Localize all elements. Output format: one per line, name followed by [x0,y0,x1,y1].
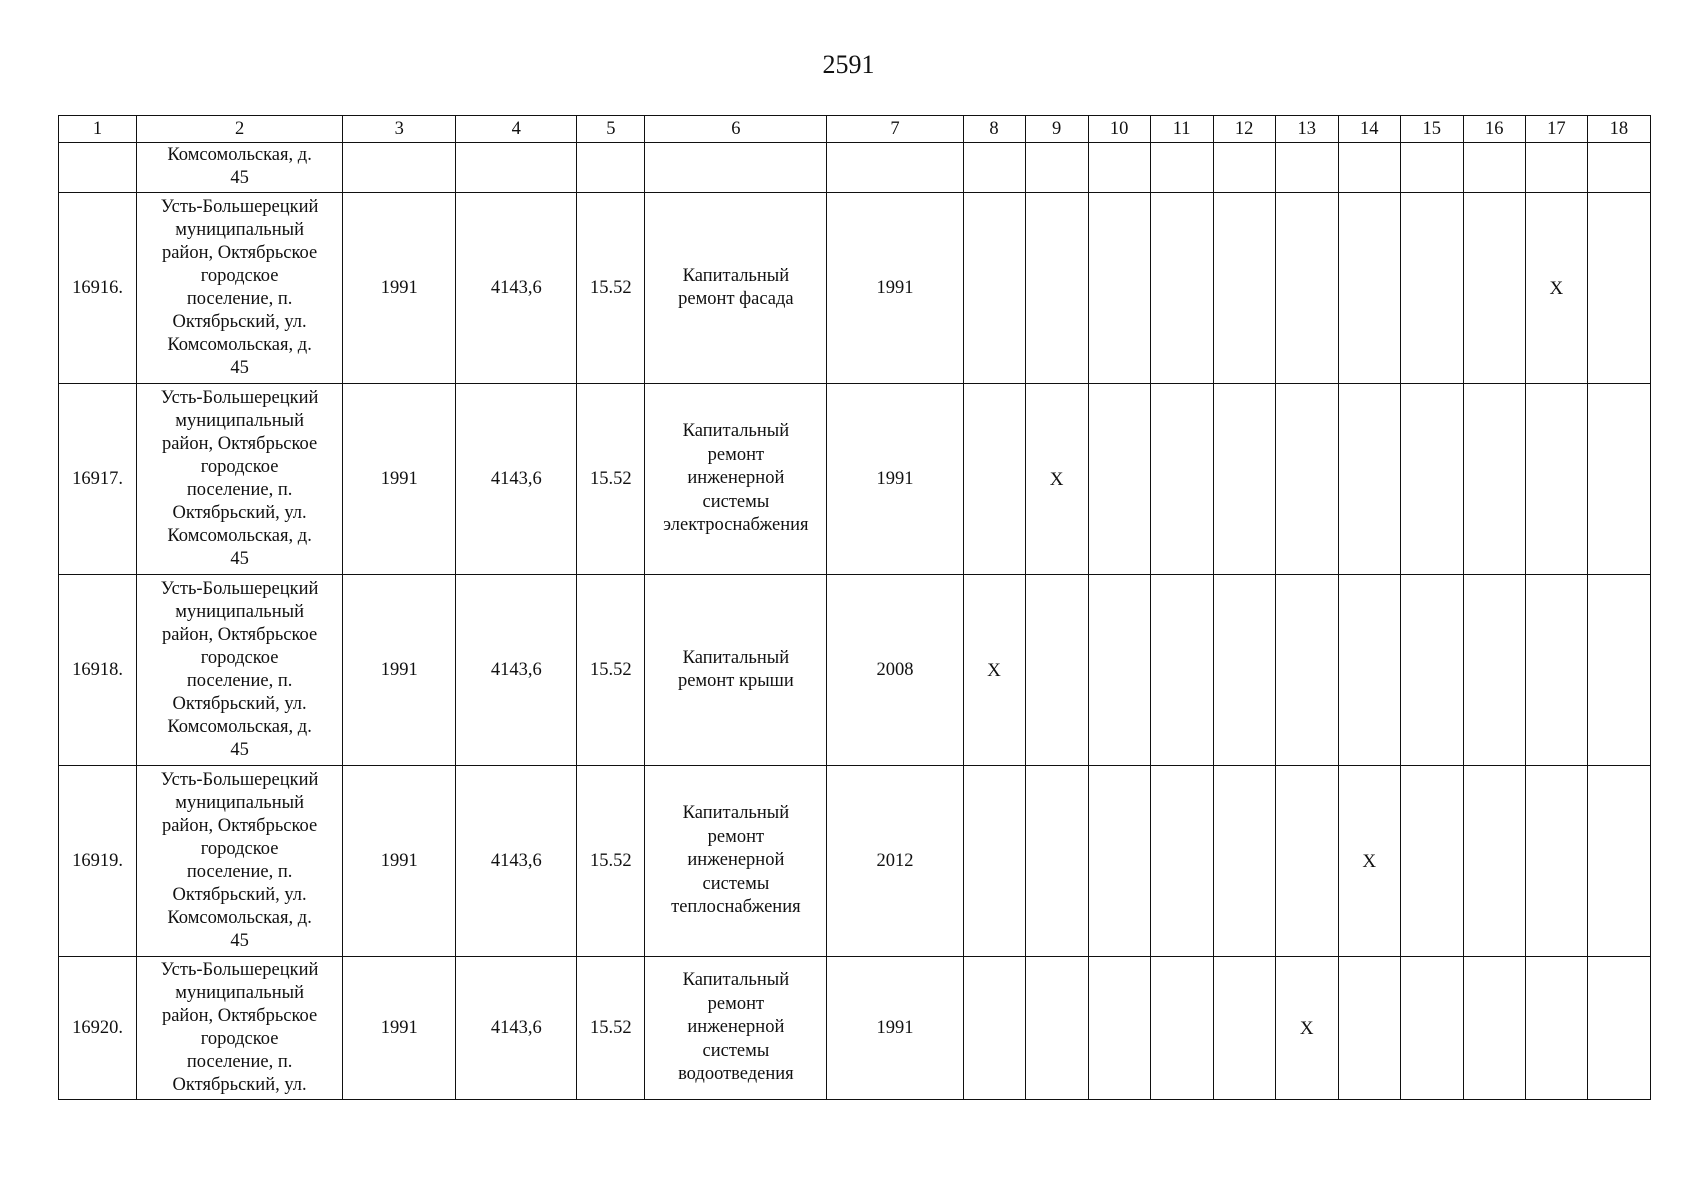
address-cell-line: Усть-Большерецкий [160,579,319,599]
work-type-cell-line: ремонт фасада [678,289,794,309]
address-cell-line: поселение, п. [186,289,293,309]
table-row [59,766,1651,957]
empty-cell [1525,766,1587,957]
empty-cell [1275,766,1338,957]
empty-cell [1400,193,1463,384]
empty-cell [1213,384,1275,575]
work-type-cell-line: инженерной [687,468,785,489]
empty-cell [456,143,577,193]
table-body [59,116,1651,1100]
empty-cell [1275,384,1338,575]
empty-cell [645,143,827,193]
code-cell: 15.52 [577,575,645,766]
table-row [59,957,1651,1100]
empty-cell [1150,575,1213,766]
column-header-1: 1 [59,116,137,143]
column-header-16: 16 [1463,116,1525,143]
address-cell-line: Комсомольская, д. [167,335,312,355]
address-cell [137,575,343,766]
address-cell [137,193,343,384]
column-header-3: 3 [343,116,456,143]
address-cell-line: Усть-Большерецкий [160,197,319,217]
table-row [59,193,1651,384]
build-year-cell: 1991 [343,766,456,957]
empty-cell [1213,193,1275,384]
mark-cell-col-8: X [963,575,1025,766]
repair-schedule-table [58,115,1651,1100]
column-header-8: 8 [963,116,1025,143]
address-cell-line: муниципальный [175,793,304,813]
column-header-17: 17 [1525,116,1587,143]
work-type-cell [645,575,827,766]
address-cell-line: Октябрьский, ул. [172,885,307,905]
empty-cell [1338,575,1400,766]
address-cell-line: поселение, п. [186,1052,293,1072]
repair-year-cell: 2008 [827,575,963,766]
address-cell-line: муниципальный [175,220,304,240]
repair-year-cell: 1991 [827,384,963,575]
empty-cell [1525,575,1587,766]
address-cell-line: район, Октябрьское [161,625,318,645]
empty-cell [1463,193,1525,384]
build-year-cell: 1991 [343,575,456,766]
empty-cell [1088,766,1150,957]
empty-cell [343,143,456,193]
table-row [59,575,1651,766]
address-cell-line: городское [200,457,279,477]
empty-cell [1587,957,1650,1100]
empty-cell [1150,766,1213,957]
area-cell: 4143,6 [456,384,577,575]
address-cell-line: Октябрьский, ул. [172,694,307,714]
address-cell-line: муниципальный [175,411,304,431]
empty-cell [1025,193,1088,384]
address-cell [137,957,343,1100]
empty-cell [1025,143,1088,193]
address-cell-line: район, Октябрьское [161,243,318,263]
work-type-cell-line: Капитальный [682,421,790,442]
column-header-4: 4 [456,116,577,143]
empty-cell [1587,766,1650,957]
work-type-cell-line: ремонт [707,993,765,1014]
column-header-9: 9 [1025,116,1088,143]
address-cell-line: 45 [230,740,249,760]
column-header-12: 12 [1213,116,1275,143]
empty-cell [1213,575,1275,766]
row-number-cell: 16920. [59,957,137,1100]
empty-cell [1025,766,1088,957]
address-cell-line: Комсомольская, д. [167,908,312,928]
address-cell-line: городское [200,839,279,859]
address-cell-line: Усть-Большерецкий [160,388,319,408]
address-cell-line: Октябрьский, ул. [172,1075,307,1095]
work-type-cell-line: ремонт крыши [677,671,794,691]
address-cell-line: 45 [230,931,249,951]
row-number-cell: 16919. [59,766,137,957]
empty-cell [1088,384,1150,575]
address-cell [137,384,343,575]
table-row [59,384,1651,575]
work-type-cell-line: водоотведения [678,1064,794,1085]
empty-cell [963,957,1025,1100]
work-type-cell-line: инженерной [687,1017,785,1038]
column-header-5: 5 [577,116,645,143]
empty-cell [1338,384,1400,575]
address-cell-line: поселение, п. [186,480,293,500]
empty-cell [1463,575,1525,766]
empty-cell [963,193,1025,384]
address-cell-line: Октябрьский, ул. [172,312,307,332]
empty-cell [1088,193,1150,384]
empty-cell [827,143,963,193]
work-type-cell-line: Капитальный [682,265,790,286]
work-type-cell-line: теплоснабжения [671,897,801,918]
empty-cell [1587,575,1650,766]
empty-cell [1150,957,1213,1100]
empty-cell [1400,143,1463,193]
empty-cell [1338,957,1400,1100]
empty-cell [577,143,645,193]
empty-cell [1088,143,1150,193]
mark-cell-col-14: X [1338,766,1400,957]
empty-cell [1275,193,1338,384]
empty-cell [1213,766,1275,957]
continuation-address-cell [137,143,343,193]
code-cell: 15.52 [577,193,645,384]
repair-year-cell: 1991 [827,957,963,1100]
area-cell: 4143,6 [456,766,577,957]
work-type-cell-line: системы [702,491,770,512]
empty-cell [1587,143,1650,193]
address-cell-line: Усть-Большерецкий [160,960,319,980]
empty-cell [1525,384,1587,575]
empty-cell [1400,575,1463,766]
empty-cell [1400,766,1463,957]
address-cell-line: муниципальный [175,602,304,622]
empty-cell [963,143,1025,193]
address-cell-line: поселение, п. [186,862,293,882]
address-cell-line: Усть-Большерецкий [160,770,319,790]
empty-cell [963,384,1025,575]
work-type-cell-line: электроснабжения [663,515,809,536]
column-header-10: 10 [1088,116,1150,143]
code-cell: 15.52 [577,766,645,957]
mark-cell-col-9: X [1025,384,1088,575]
address-cell-line: муниципальный [175,983,304,1003]
address-cell-line: 45 [230,549,249,569]
address-cell-line: район, Октябрьское [161,816,318,836]
empty-cell [1088,575,1150,766]
work-type-cell [645,193,827,384]
row-number-cell: 16916. [59,193,137,384]
area-cell: 4143,6 [456,575,577,766]
work-type-cell [645,766,827,957]
work-type-cell-line: Капитальный [682,647,790,668]
work-type-cell-line: системы [702,873,770,894]
area-cell: 4143,6 [456,957,577,1100]
column-header-6: 6 [645,116,827,143]
work-type-cell-line: Капитальный [682,803,790,824]
build-year-cell: 1991 [343,957,456,1100]
work-type-cell [645,957,827,1100]
address-cell-line: поселение, п. [186,671,293,691]
repair-year-cell: 2012 [827,766,963,957]
empty-cell [1587,384,1650,575]
empty-cell [1400,957,1463,1100]
column-header-2: 2 [137,116,343,143]
area-cell: 4143,6 [456,193,577,384]
work-type-cell [645,384,827,575]
address-cell-line: Октябрьский, ул. [172,503,307,523]
empty-cell [1400,384,1463,575]
work-type-cell-line: системы [702,1040,770,1061]
empty-cell [1275,143,1338,193]
empty-cell [1525,957,1587,1100]
row-number-cell: 16917. [59,384,137,575]
empty-cell [1150,384,1213,575]
build-year-cell: 1991 [343,193,456,384]
empty-cell [1025,957,1088,1100]
empty-cell [1213,143,1275,193]
empty-cell [1463,384,1525,575]
empty-cell [1338,143,1400,193]
column-header-13: 13 [1275,116,1338,143]
empty-cell [1338,193,1400,384]
address-cell-line: 45 [230,358,249,378]
address-cell [137,766,343,957]
continuation-address-cell-line: 45 [230,168,249,188]
work-type-cell-line: ремонт [707,444,765,465]
empty-cell [1587,193,1650,384]
build-year-cell: 1991 [343,384,456,575]
empty-cell [1525,143,1587,193]
empty-cell [1213,957,1275,1100]
address-cell-line: городское [200,1029,279,1049]
page-number: 2591 [822,50,875,79]
empty-cell [1463,957,1525,1100]
empty-cell [1463,766,1525,957]
code-cell: 15.52 [577,384,645,575]
continuation-address-cell-line: Комсомольская, д. [167,145,312,165]
address-cell-line: Комсомольская, д. [167,526,312,546]
empty-cell [1463,143,1525,193]
work-type-cell-line: ремонт [707,826,765,847]
column-header-15: 15 [1400,116,1463,143]
empty-cell [1275,575,1338,766]
address-cell-line: Комсомольская, д. [167,717,312,737]
repair-year-cell: 1991 [827,193,963,384]
address-cell-line: городское [200,648,279,668]
code-cell: 15.52 [577,957,645,1100]
column-header-14: 14 [1338,116,1400,143]
empty-cell [1150,193,1213,384]
mark-cell-col-13: X [1275,957,1338,1100]
empty-cell [59,143,137,193]
column-header-11: 11 [1150,116,1213,143]
empty-cell [1088,957,1150,1100]
empty-cell [1025,575,1088,766]
continuation-row [59,143,1651,193]
address-cell-line: городское [200,266,279,286]
header-row [59,116,1651,143]
work-type-cell-line: инженерной [687,850,785,871]
empty-cell [963,766,1025,957]
row-number-cell: 16918. [59,575,137,766]
column-header-18: 18 [1587,116,1650,143]
address-cell-line: район, Октябрьское [161,1006,318,1026]
address-cell-line: район, Октябрьское [161,434,318,454]
column-header-7: 7 [827,116,963,143]
empty-cell [1150,143,1213,193]
work-type-cell-line: Капитальный [682,970,790,991]
mark-cell-col-17: X [1525,193,1587,384]
